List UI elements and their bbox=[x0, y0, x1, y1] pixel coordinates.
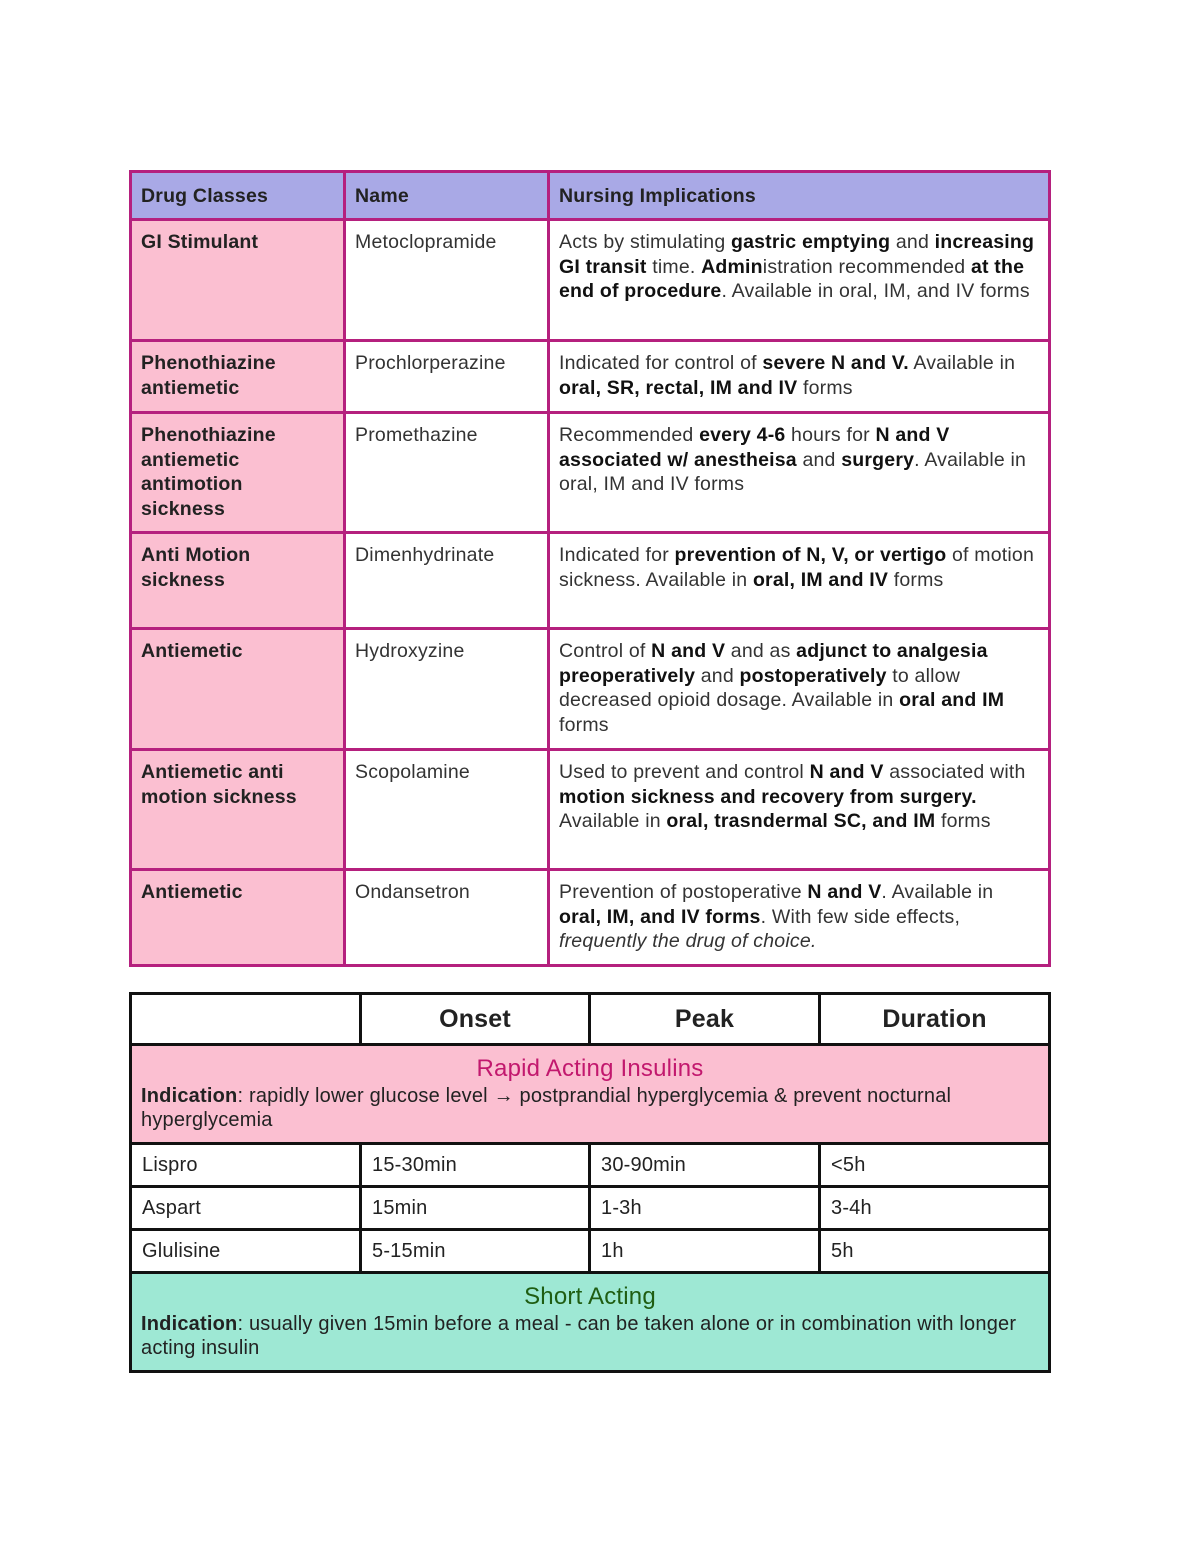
implication-text: Recommended bbox=[559, 424, 700, 446]
drug-name-cell: Dimenhydrinate bbox=[345, 533, 549, 629]
drug-row bbox=[131, 629, 1050, 750]
implication-emphasis: N and V associated w/ anestheisa bbox=[559, 424, 950, 471]
implication-emphasis: adjunct to analgesia preoperatively bbox=[559, 640, 988, 687]
implication-emphasis: oral, IM, and IV forms bbox=[559, 905, 761, 928]
nursing-implications-cell bbox=[549, 750, 1050, 870]
implication-text: . With few side effects, bbox=[760, 905, 961, 928]
implication-text: Used to prevent and control bbox=[559, 761, 810, 783]
implication-text: Available in bbox=[908, 352, 1016, 374]
implication-emphasis: every 4-6 bbox=[699, 424, 786, 446]
insulin-name-cell: Lispro bbox=[131, 1144, 361, 1187]
implication-text: to allow decreased opioid dosage. Available in bbox=[559, 664, 960, 711]
nursing-implications-cell bbox=[549, 413, 1050, 533]
implication-text: . Available in bbox=[881, 881, 994, 903]
drug-row bbox=[131, 220, 1050, 341]
drug-row bbox=[131, 870, 1050, 966]
nursing-implications-cell bbox=[549, 341, 1050, 413]
implication-text: forms bbox=[935, 810, 991, 832]
onset-cell: 5-15min bbox=[361, 1230, 590, 1273]
implication-emphasis: Admin bbox=[701, 255, 763, 278]
nursing-implications-cell bbox=[549, 870, 1050, 966]
implication-emphasis: oral and IM bbox=[899, 689, 1005, 711]
implication-emphasis: motion sickness and recovery from surgery. bbox=[559, 785, 977, 808]
indication-text: : rapidly lower glucose level → postprandial hyperglycemia & prevent nocturnal hyperglycemia bbox=[141, 1085, 952, 1131]
drug-row bbox=[131, 533, 1050, 629]
drug-class-cell: Antiemetic bbox=[131, 629, 345, 750]
header-duration: Duration bbox=[820, 994, 1050, 1045]
drug-class-cell: Antiemetic bbox=[131, 870, 345, 966]
implication-text: Available in bbox=[559, 810, 667, 832]
nursing-implications-cell bbox=[549, 220, 1050, 341]
implication-emphasis: N and V bbox=[809, 761, 884, 783]
duration-cell: 3-4h bbox=[820, 1187, 1050, 1230]
implication-emphasis: oral, trasndermal SC, and IM bbox=[666, 810, 936, 832]
duration-cell: <5h bbox=[820, 1144, 1050, 1187]
implication-text: time. bbox=[646, 255, 702, 278]
peak-cell: 1h bbox=[590, 1230, 820, 1273]
rapid-acting-band bbox=[131, 1045, 1050, 1144]
indication-label: Indication bbox=[141, 1313, 238, 1335]
implication-emphasis: postoperatively bbox=[739, 664, 887, 687]
implication-emphasis: gastric emptying bbox=[730, 231, 891, 253]
onset-cell: 15min bbox=[361, 1187, 590, 1230]
implication-emphasis: surgery bbox=[841, 448, 915, 471]
implication-emphasis: N and V bbox=[651, 640, 726, 662]
peak-cell: 1-3h bbox=[590, 1187, 820, 1230]
nursing-implications-cell bbox=[549, 629, 1050, 750]
rapid-acting-indication bbox=[141, 1084, 1039, 1132]
implication-text: hours for bbox=[785, 424, 876, 446]
implication-text: forms bbox=[888, 568, 944, 591]
nursing-implications-cell bbox=[549, 533, 1050, 629]
implication-text: Indicated for bbox=[559, 544, 675, 566]
implication-emphasis: oral, IM and IV bbox=[752, 568, 889, 591]
indication-label: Indication bbox=[141, 1085, 238, 1107]
header-blank bbox=[131, 994, 361, 1045]
implication-text: and bbox=[890, 231, 935, 253]
implication-text: Control of bbox=[559, 640, 652, 662]
drug-name-cell: Scopolamine bbox=[345, 750, 549, 870]
peak-cell: 30-90min bbox=[590, 1144, 820, 1187]
drug-name-cell: Metoclopramide bbox=[345, 220, 549, 341]
implication-text: istration recommended bbox=[762, 255, 971, 278]
implication-emphasis: oral, SR, rectal, IM and IV bbox=[559, 376, 798, 399]
implication-text: of motion sickness. Available in bbox=[559, 544, 1035, 591]
insulin-row bbox=[131, 1144, 1050, 1187]
onset-cell: 15-30min bbox=[361, 1144, 590, 1187]
implication-text: associated with bbox=[883, 761, 1026, 783]
drug-class-cell: Phenothiazine antiemetic antimotion sickness bbox=[131, 413, 345, 533]
drug-row bbox=[131, 750, 1050, 870]
implication-text: forms bbox=[797, 376, 853, 399]
indication-text: : usually given 15min before a meal - can be taken alone or in combination with longer acting insulin bbox=[141, 1313, 1017, 1359]
drug-name-cell: Prochlorperazine bbox=[345, 341, 549, 413]
insulin-table bbox=[129, 992, 1051, 1373]
drug-class-cell: GI Stimulant bbox=[131, 220, 345, 341]
implication-text: Indicated for control of bbox=[559, 352, 763, 374]
drug-name-cell: Promethazine bbox=[345, 413, 549, 533]
header-nursing-implications: Nursing Implications bbox=[549, 172, 1050, 220]
drug-row bbox=[131, 413, 1050, 533]
implication-emphasis: N and V bbox=[807, 881, 882, 903]
implication-emphasis: prevention of N, V, or vertigo bbox=[674, 544, 947, 566]
drug-name-cell: Ondansetron bbox=[345, 870, 549, 966]
drug-class-cell: Phenothiazine antiemetic bbox=[131, 341, 345, 413]
implication-text: and bbox=[796, 448, 842, 471]
short-acting-indication bbox=[141, 1312, 1039, 1360]
insulin-row bbox=[131, 1230, 1050, 1273]
duration-cell: 5h bbox=[820, 1230, 1050, 1273]
implication-text: Prevention of postoperative bbox=[559, 881, 808, 903]
drug-row bbox=[131, 341, 1050, 413]
header-drug-classes: Drug Classes bbox=[131, 172, 345, 220]
drug-classes-table bbox=[129, 170, 1051, 967]
drug-name-cell: Hydroxyzine bbox=[345, 629, 549, 750]
drug-class-cell: Anti Motion sickness bbox=[131, 533, 345, 629]
insulin-name-cell: Aspart bbox=[131, 1187, 361, 1230]
insulin-row bbox=[131, 1187, 1050, 1230]
drug-table-header-row bbox=[131, 172, 1050, 220]
implication-text: . Available in oral, IM, and IV forms bbox=[721, 280, 1030, 302]
implication-emphasis: at the end of procedure bbox=[559, 255, 1025, 302]
header-onset: Onset bbox=[361, 994, 590, 1045]
header-name: Name bbox=[345, 172, 549, 220]
short-acting-band bbox=[131, 1273, 1050, 1372]
implication-text: forms bbox=[559, 713, 609, 736]
insulin-header-row bbox=[131, 994, 1050, 1045]
insulin-name-cell: Glulisine bbox=[131, 1230, 361, 1273]
implication-emphasis: increasing GI transit bbox=[559, 231, 1035, 278]
implication-italic: frequently the drug of choice. bbox=[559, 930, 817, 952]
implication-text: Acts by stimulating bbox=[559, 231, 731, 253]
implication-text: . Available in oral, IM and IV forms bbox=[559, 448, 1027, 495]
rapid-acting-title: Rapid Acting Insulins bbox=[476, 1055, 704, 1082]
implication-emphasis: severe N and V. bbox=[762, 352, 909, 374]
implication-text: and bbox=[695, 664, 740, 687]
implication-text: and as bbox=[725, 640, 797, 662]
header-peak: Peak bbox=[590, 994, 820, 1045]
drug-class-cell: Antiemetic anti motion sickness bbox=[131, 750, 345, 870]
short-acting-title: Short Acting bbox=[524, 1283, 656, 1310]
